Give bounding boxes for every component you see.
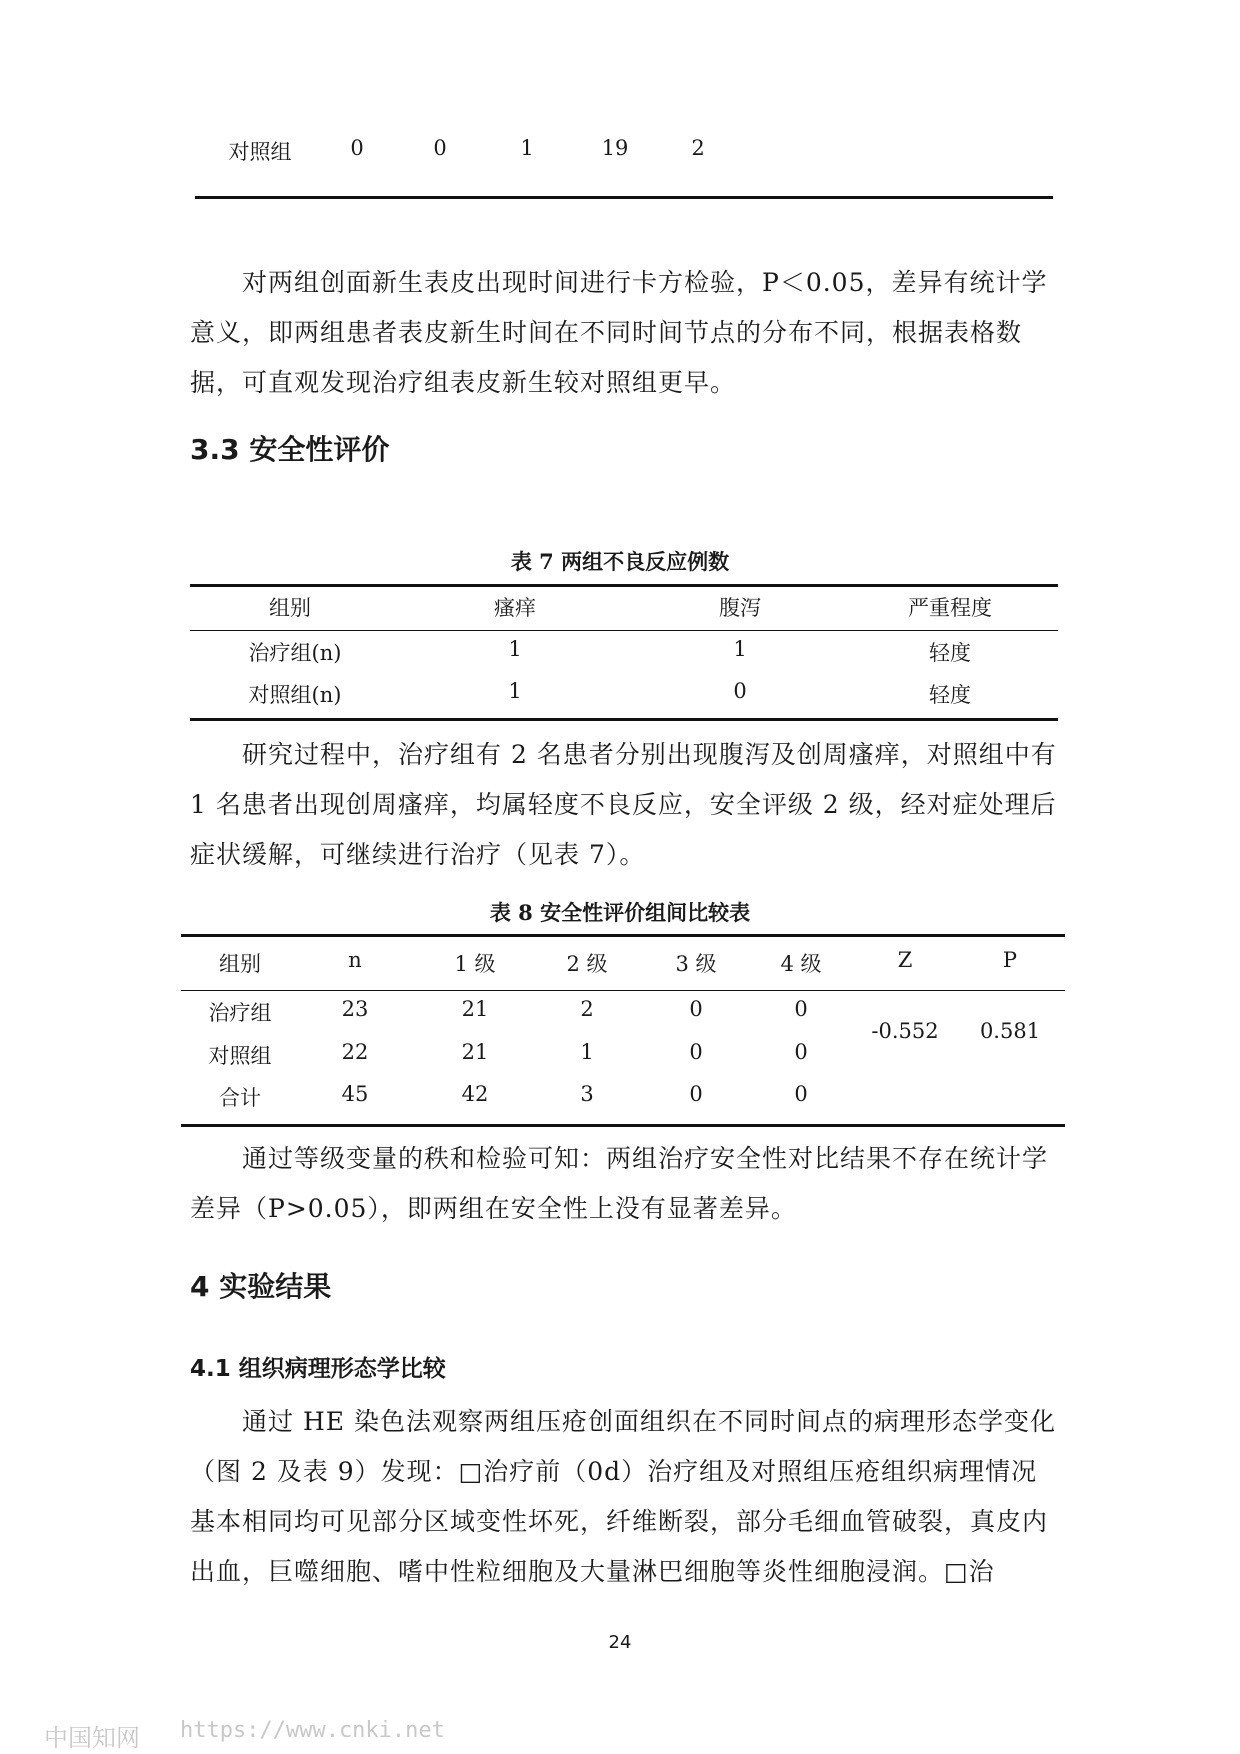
table8-row3-grade4: 0 bbox=[794, 1082, 808, 1106]
table8-row1-group: 治疗组 bbox=[208, 1001, 272, 1025]
table7-row1-diarrhea: 1 bbox=[733, 637, 747, 661]
table8-header-grade1: 1 级 bbox=[454, 952, 496, 976]
table8-row3-grade2: 3 bbox=[580, 1082, 594, 1106]
table8-header-rule bbox=[181, 990, 1065, 991]
top-table-bottom-rule bbox=[195, 196, 1053, 199]
table7-header-rule bbox=[190, 630, 1058, 631]
table7-top-rule bbox=[190, 584, 1058, 587]
table7-header-group: 组别 bbox=[269, 596, 311, 620]
section-heading-4-1: 4.1 组织病理形态学比较 bbox=[190, 1356, 446, 1382]
table8-row2-grade1: 21 bbox=[461, 1040, 489, 1064]
paragraph-adverse-reactions: 研究过程中，治疗组有 2 名患者分别出现腹泻及创周瘙痒，对照组中有 1 名患者出现创周瘙痒，均属轻度不良反应，安全评级 2 级，经对症处理后症状缓解，可继续进行治疗（见表 7）。 bbox=[190, 740, 1057, 869]
table7-row2-diarrhea: 0 bbox=[733, 679, 747, 703]
top-row-label: 对照组 bbox=[228, 140, 292, 164]
paragraph-rank-sum-test: 通过等级变量的秩和检验可知：两组治疗安全性对比结果不存在统计学差异（P>0.05），即两组在安全性上没有显著差异。 bbox=[190, 1144, 1049, 1223]
table7-row2-severity: 轻度 bbox=[929, 683, 971, 707]
table8-row2-n: 22 bbox=[341, 1040, 369, 1064]
table7-caption: 表 7 两组不良反应例数 bbox=[510, 549, 730, 574]
table8-z-value: -0.552 bbox=[871, 1019, 939, 1043]
table7-header-itching: 瘙痒 bbox=[494, 596, 536, 620]
table8-header-n: n bbox=[348, 948, 362, 972]
table8-header-p: P bbox=[1002, 948, 1018, 972]
table8-row3-grade1: 42 bbox=[461, 1082, 489, 1106]
top-row-cell-3: 1 bbox=[520, 136, 534, 160]
table8-header-grade4: 4 级 bbox=[780, 952, 822, 976]
table7-header-diarrhea: 腹泻 bbox=[719, 596, 761, 620]
table7-row2-itching: 1 bbox=[508, 679, 522, 703]
watermark-url: https://www.cnki.net bbox=[180, 1718, 445, 1743]
table7-header-severity: 严重程度 bbox=[908, 596, 992, 620]
top-row-cell-5: 2 bbox=[691, 136, 705, 160]
table7-row1-severity: 轻度 bbox=[929, 641, 971, 665]
table8-row1-grade3: 0 bbox=[689, 997, 703, 1021]
table8-row3-n: 45 bbox=[341, 1082, 369, 1106]
table8-row3-grade3: 0 bbox=[689, 1082, 703, 1106]
table8-row3-group: 合计 bbox=[219, 1086, 261, 1110]
table8-p-value: 0.581 bbox=[979, 1019, 1041, 1043]
table8-row2-grade2: 1 bbox=[580, 1040, 594, 1064]
table8-row2-grade4: 0 bbox=[794, 1040, 808, 1064]
paragraph-chi-square-result: 对两组创面新生表皮出现时间进行卡方检验，P＜0.05，差异有统计学意义，即两组患者表皮新生时间在不同时间节点的分布不同，根据表格数据，可直观发现治疗组表皮新生较对照组更早。 bbox=[190, 268, 1048, 397]
table8-header-group: 组别 bbox=[219, 952, 261, 976]
table8-row1-grade1: 21 bbox=[461, 997, 489, 1021]
table8-row2-grade3: 0 bbox=[689, 1040, 703, 1064]
watermark-brand: 中国知网 bbox=[44, 1724, 140, 1752]
top-row-cell-2: 0 bbox=[433, 136, 447, 160]
table7-row1-group: 治疗组(n) bbox=[248, 641, 342, 665]
table8-header-grade3: 3 级 bbox=[675, 952, 717, 976]
table8-header-z: Z bbox=[897, 948, 913, 972]
table7-bottom-rule bbox=[190, 718, 1058, 721]
table8-caption: 表 8 安全性评价组间比较表 bbox=[489, 900, 751, 925]
table8-row1-grade4: 0 bbox=[794, 997, 808, 1021]
section-heading-3-3: 3.3 安全性评价 bbox=[190, 433, 390, 466]
table8-bottom-rule bbox=[181, 1124, 1065, 1127]
table8-row1-grade2: 2 bbox=[580, 997, 594, 1021]
page-number: 24 bbox=[608, 1632, 632, 1653]
table8-row1-n: 23 bbox=[341, 997, 369, 1021]
table7-row1-itching: 1 bbox=[508, 637, 522, 661]
table8-top-rule bbox=[181, 934, 1065, 937]
section-heading-4: 4 实验结果 bbox=[190, 1270, 332, 1303]
paragraph-he-staining: 通过 HE 染色法观察两组压疮创面组织在不同时间点的病理形态学变化（图 2 及表 9）发现：□治疗前（0d）治疗组及对照组压疮组织病理情况基本相同均可见部分区域变性坏死，纤维断裂，部分毛细血管破裂，真皮内出血，巨噬细胞、嗜中性粒细胞及大量淋巴细胞等炎性细胞浸润。□治 bbox=[190, 1407, 1056, 1586]
table8-row2-group: 对照组 bbox=[208, 1044, 272, 1068]
top-row-cell-4: 19 bbox=[601, 136, 629, 160]
table7-row2-group: 对照组(n) bbox=[248, 683, 342, 707]
top-row-cell-1: 0 bbox=[350, 136, 364, 160]
table8-header-grade2: 2 级 bbox=[566, 952, 608, 976]
